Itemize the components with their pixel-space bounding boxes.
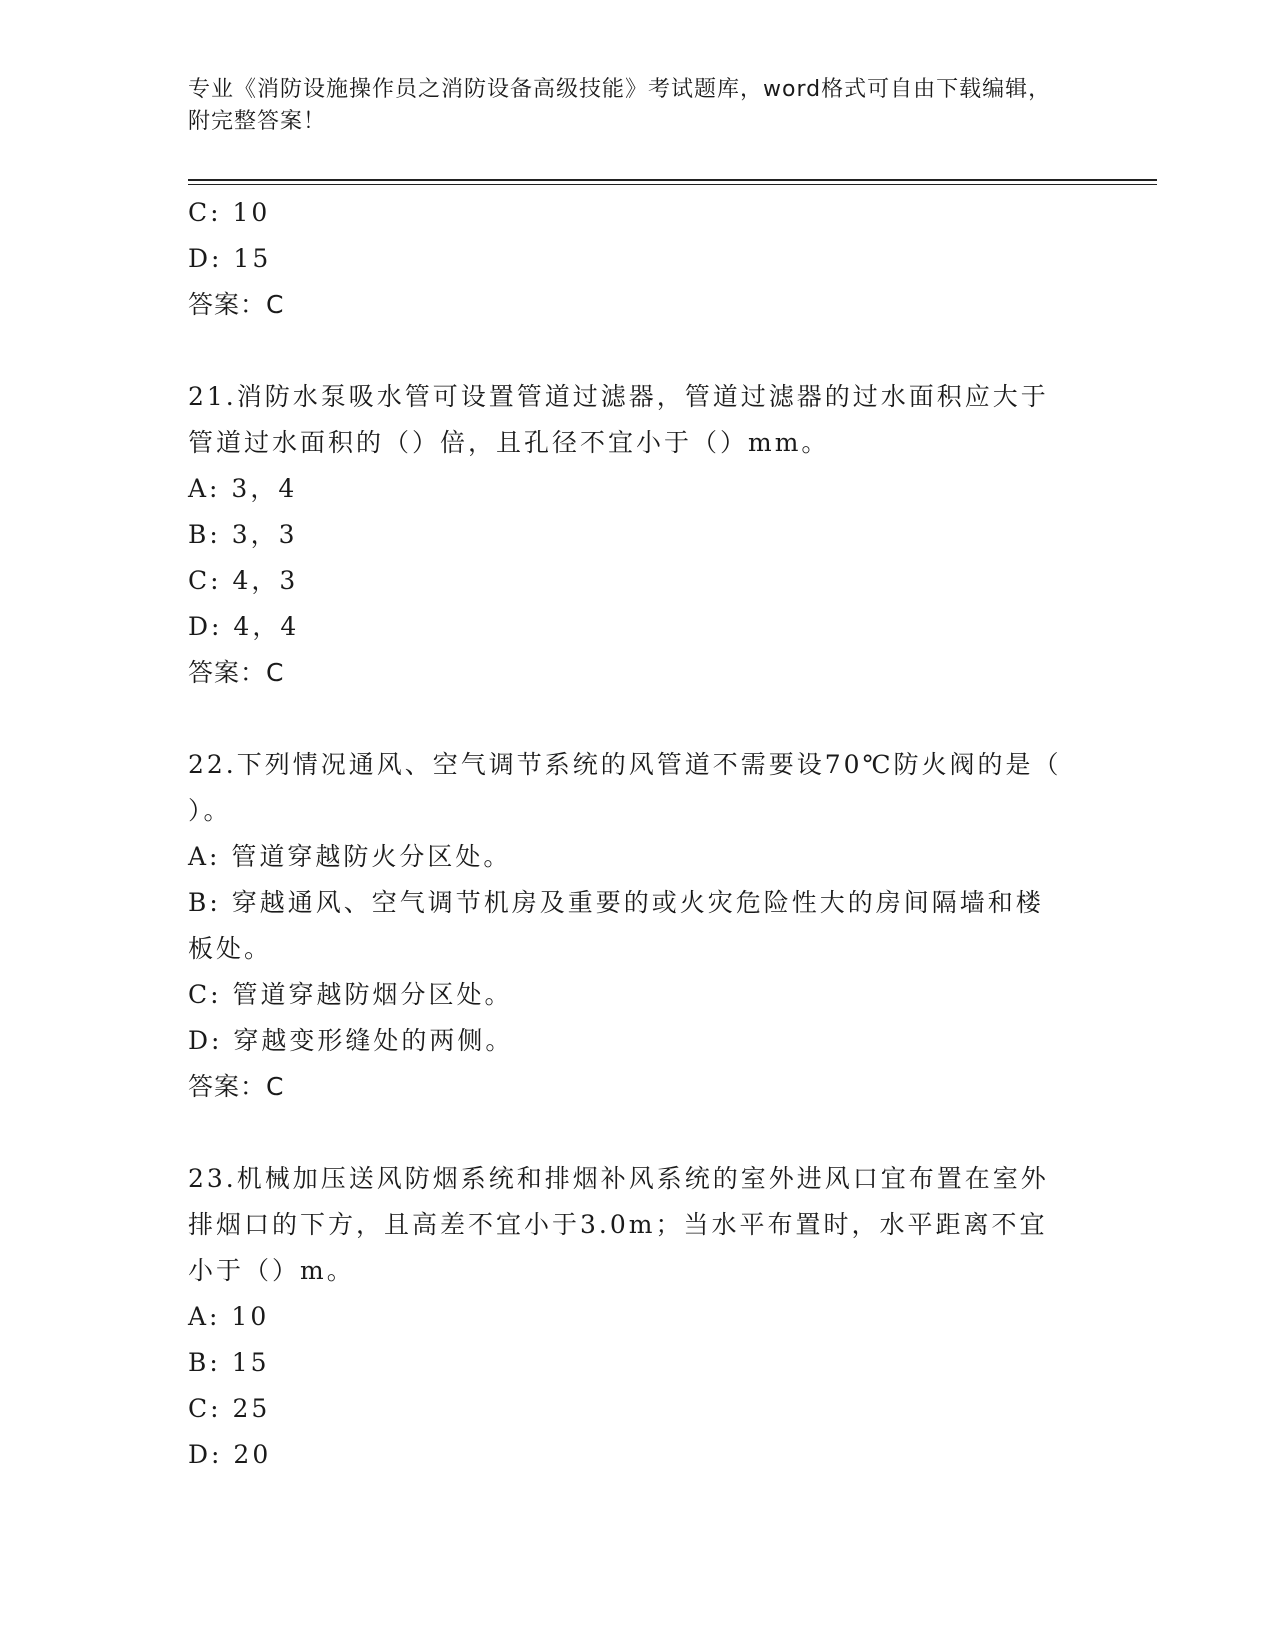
question-text: 排烟口的下方，且高差不宜小于3.0m；当水平布置时，水平距离不宜 [188, 1210, 1048, 1239]
question-text: 22.下列情况通风、空气调节系统的风管道不需要设70℃防火阀的是（ [188, 750, 1062, 779]
question-text: ）。 [188, 796, 232, 825]
option-b: B: 15 [188, 1348, 270, 1377]
question-23 [188, 1156, 1088, 1478]
question-21 [188, 374, 1088, 696]
question-content [188, 190, 1088, 1478]
question-text: 小于（）m。 [188, 1256, 355, 1285]
option-c: C: 25 [188, 1394, 271, 1423]
question-text: 管道过水面积的（）倍，且孔径不宜小于（）mm。 [188, 428, 830, 457]
answer: 答案：C [188, 1072, 285, 1101]
option-b-continued: 板处。 [188, 934, 273, 963]
spacer [188, 696, 1088, 742]
question-text: 21.消防水泵吸水管可设置管道过滤器，管道过滤器的过水面积应大于 [188, 382, 1049, 411]
option-d: D: 4，4 [188, 612, 300, 641]
header-divider-thick [188, 179, 1157, 181]
question-text: 23.机械加压送风防烟系统和排烟补风系统的室外进风口宜布置在室外 [188, 1164, 1049, 1193]
option-b: B: 3，3 [188, 520, 298, 549]
page-header [188, 74, 1068, 138]
option-d: D: 穿越变形缝处的两侧。 [188, 1026, 514, 1055]
option-c: C: 管道穿越防烟分区处。 [188, 980, 513, 1009]
answer: 答案：C [188, 290, 285, 319]
option-d: D: 15 [188, 244, 272, 273]
option-d: D: 20 [188, 1440, 272, 1469]
option-c: C: 10 [188, 198, 271, 227]
option-a: A: 10 [188, 1302, 270, 1331]
option-c: C: 4，3 [188, 566, 299, 595]
spacer [188, 328, 1088, 374]
answer: 答案：C [188, 658, 285, 687]
continued-question [188, 190, 1088, 328]
spacer [188, 1110, 1088, 1156]
header-divider-thin [188, 184, 1157, 185]
question-22 [188, 742, 1088, 1110]
header-text: 专业《消防设施操作员之消防设备高级技能》考试题库，word格式可自由下载编辑，附完整答案！ [188, 77, 1052, 134]
option-a: A: 3，4 [188, 474, 298, 503]
option-b: B: 穿越通风、空气调节机房及重要的或火灾危险性大的房间隔墙和楼 [188, 888, 1044, 917]
option-a: A: 管道穿越防火分区处。 [188, 842, 512, 871]
